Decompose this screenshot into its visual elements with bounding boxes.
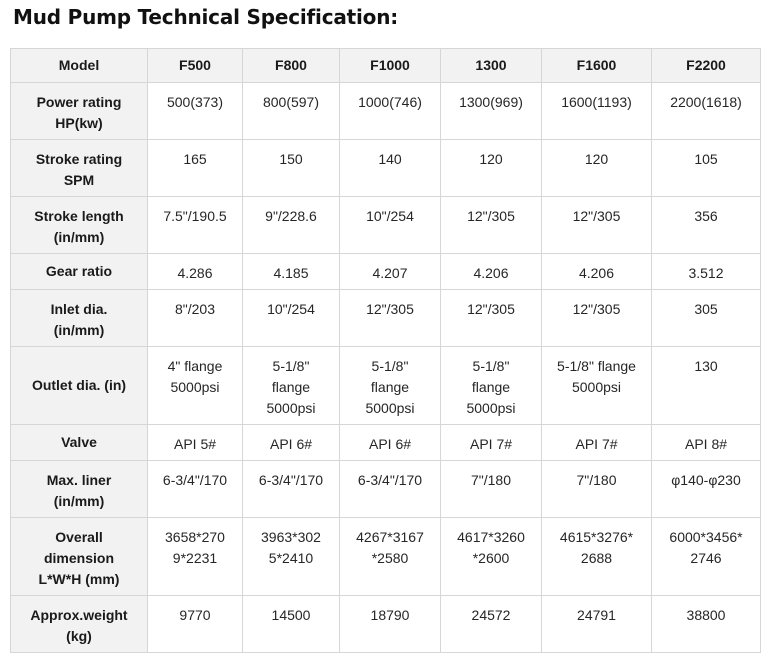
table-row-valve bbox=[11, 425, 761, 461]
table-cell: API 8# bbox=[652, 425, 761, 461]
table-row-overall-dimension bbox=[11, 518, 761, 596]
table-cell: 10"/254 bbox=[340, 197, 441, 254]
table-cell: 150 bbox=[243, 140, 340, 197]
table-cell: 7"/180 bbox=[441, 461, 542, 518]
table-cell: 12"/305 bbox=[542, 290, 652, 347]
table-cell: 4" flange 5000psi bbox=[148, 347, 243, 425]
row-label: Valve bbox=[11, 425, 148, 461]
row-label: Overall dimension L*W*H (mm) bbox=[11, 518, 148, 596]
table-row-inlet-dia bbox=[11, 290, 761, 347]
table-cell: 10"/254 bbox=[243, 290, 340, 347]
page-title: Mud Pump Technical Specification: bbox=[13, 5, 399, 29]
table-cell: 9"/228.6 bbox=[243, 197, 340, 254]
table-cell: 4.185 bbox=[243, 254, 340, 290]
table-cell: API 5# bbox=[148, 425, 243, 461]
table-cell: 356 bbox=[652, 197, 761, 254]
table-cell: API 7# bbox=[542, 425, 652, 461]
table-cell: 5-1/8" flange 5000psi bbox=[243, 347, 340, 425]
table-cell: 7.5"/190.5 bbox=[148, 197, 243, 254]
header-model-label: Model bbox=[11, 49, 148, 83]
table-cell: 1000(746) bbox=[340, 83, 441, 140]
header-model-f2200: F2200 bbox=[652, 49, 761, 83]
table-cell: 4615*3276* 2688 bbox=[542, 518, 652, 596]
table-row-outlet-dia bbox=[11, 347, 761, 425]
row-label: Power rating HP(kw) bbox=[11, 83, 148, 140]
table-cell: API 7# bbox=[441, 425, 542, 461]
row-label: Gear ratio bbox=[11, 254, 148, 290]
table-row-gear-ratio bbox=[11, 254, 761, 290]
table-cell: 4617*3260 *2600 bbox=[441, 518, 542, 596]
table-row-max-liner bbox=[11, 461, 761, 518]
table-cell: 8"/203 bbox=[148, 290, 243, 347]
table-cell: 3.512 bbox=[652, 254, 761, 290]
header-model-1300: 1300 bbox=[441, 49, 542, 83]
table-cell: 18790 bbox=[340, 596, 441, 653]
table-row-power-rating bbox=[11, 83, 761, 140]
header-row bbox=[11, 49, 761, 83]
table-cell: 6-3/4"/170 bbox=[340, 461, 441, 518]
table-cell: 105 bbox=[652, 140, 761, 197]
row-label: Inlet dia. (in/mm) bbox=[11, 290, 148, 347]
table-cell: 140 bbox=[340, 140, 441, 197]
table-cell: 800(597) bbox=[243, 83, 340, 140]
row-label: Max. liner (in/mm) bbox=[11, 461, 148, 518]
row-label: Stroke length (in/mm) bbox=[11, 197, 148, 254]
table-cell: 1600(1193) bbox=[542, 83, 652, 140]
table-cell: 5-1/8" flange 5000psi bbox=[441, 347, 542, 425]
table-cell: 4267*3167 *2580 bbox=[340, 518, 441, 596]
table-cell: 130 bbox=[652, 347, 761, 425]
table-cell: 24572 bbox=[441, 596, 542, 653]
table-cell: 7"/180 bbox=[542, 461, 652, 518]
table-cell: 500(373) bbox=[148, 83, 243, 140]
table-row-stroke-length bbox=[11, 197, 761, 254]
table-cell: 165 bbox=[148, 140, 243, 197]
table-cell: 4.206 bbox=[441, 254, 542, 290]
table-cell: 12"/305 bbox=[441, 197, 542, 254]
table-cell: 6-3/4"/170 bbox=[148, 461, 243, 518]
table-row-approx-weight bbox=[11, 596, 761, 653]
table-cell: 6000*3456* 2746 bbox=[652, 518, 761, 596]
table-cell: 2200(1618) bbox=[652, 83, 761, 140]
table-cell: 4.206 bbox=[542, 254, 652, 290]
table-cell: 12"/305 bbox=[441, 290, 542, 347]
table-cell: 305 bbox=[652, 290, 761, 347]
header-model-f500: F500 bbox=[148, 49, 243, 83]
row-label: Approx.weight (kg) bbox=[11, 596, 148, 653]
table-cell: 5-1/8" flange 5000psi bbox=[542, 347, 652, 425]
table-cell: 1300(969) bbox=[441, 83, 542, 140]
table-cell: 3658*270 9*2231 bbox=[148, 518, 243, 596]
table-cell: 12"/305 bbox=[340, 290, 441, 347]
table-cell: 5-1/8" flange 5000psi bbox=[340, 347, 441, 425]
table-cell: 6-3/4"/170 bbox=[243, 461, 340, 518]
table-cell: φ140-φ230 bbox=[652, 461, 761, 518]
table-cell: 4.207 bbox=[340, 254, 441, 290]
table-cell: 4.286 bbox=[148, 254, 243, 290]
table-cell: API 6# bbox=[340, 425, 441, 461]
header-model-f1600: F1600 bbox=[542, 49, 652, 83]
table-cell: 120 bbox=[441, 140, 542, 197]
table-row-stroke-rating bbox=[11, 140, 761, 197]
row-label: Outlet dia. (in) bbox=[11, 347, 148, 425]
table-cell: 3963*302 5*2410 bbox=[243, 518, 340, 596]
specification-table bbox=[10, 48, 761, 653]
table-cell: 14500 bbox=[243, 596, 340, 653]
table-cell: 9770 bbox=[148, 596, 243, 653]
table-cell: 24791 bbox=[542, 596, 652, 653]
table-body bbox=[11, 83, 761, 653]
table-cell: 120 bbox=[542, 140, 652, 197]
row-label: Stroke rating SPM bbox=[11, 140, 148, 197]
table-cell: API 6# bbox=[243, 425, 340, 461]
table-cell: 12"/305 bbox=[542, 197, 652, 254]
table-cell: 38800 bbox=[652, 596, 761, 653]
header-model-f800: F800 bbox=[243, 49, 340, 83]
header-model-f1000: F1000 bbox=[340, 49, 441, 83]
